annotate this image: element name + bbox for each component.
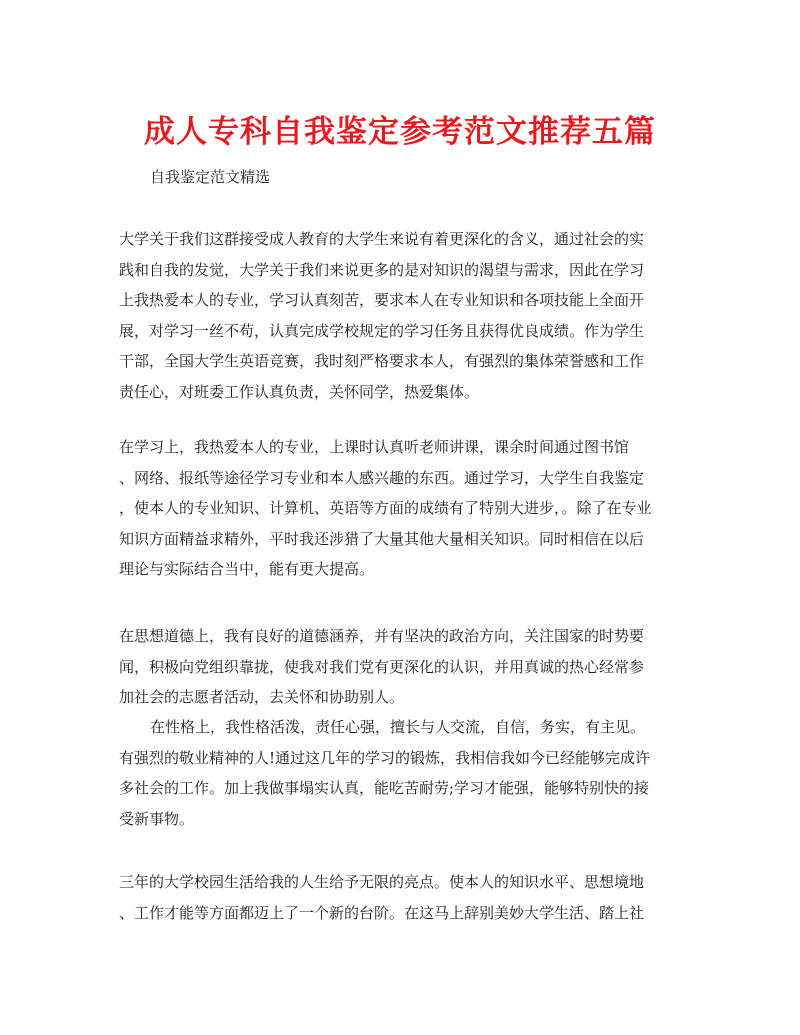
document-subtitle: 自我鉴定范文精选 <box>150 168 271 186</box>
paragraph-line: ，使本人的专业知识、计算机、英语等方面的成绩有了特别大进步，。除了在专业 <box>119 499 652 517</box>
paragraph-line: 加社会的志愿者活动，去关怀和协助别人。 <box>119 688 405 706</box>
paragraph-line: 有强烈的敬业精神的人!通过这几年的学习的锻炼，我相信我如今已经能够完成许 <box>119 748 651 767</box>
paragraph-line: 大学关于我们这群接受成人教育的大学生来说有着更深化的含义，通过社会的实 <box>119 230 645 248</box>
paragraph-line: 在学习上，我热爱本人的专业，上课时认真听老师讲课，课余时间通过图书馆 <box>119 438 630 456</box>
paragraph-line: 、网络、报纸等途径学习专业和本人感兴趣的东西。通过学习，大学生自我鉴定 <box>119 468 645 487</box>
paragraph-line: 干部，全国大学生英语竞赛，我时刻严格要求本人，有强烈的集体荣誉感和工作 <box>119 352 645 370</box>
paragraph-line: 展，对学习一丝不苟，认真完成学校规定的学习任务且获得优良成绩。作为学生 <box>119 321 645 340</box>
paragraph-line: 、工作才能等方面都迈上了一个新的台阶。在这马上辞别美妙大学生活、踏上社 <box>119 903 645 922</box>
paragraph-line: 多社会的工作。加上我做事塌实认真，能吃苦耐劳;学习才能强，能够特别快的接 <box>119 779 650 797</box>
document-title: 成人专科自我鉴定参考范文推荐五篇 <box>144 114 656 150</box>
paragraph-line: 在性格上，我性格活泼，责任心强，擅长与人交流，自信，务实，有主见。 <box>150 718 646 736</box>
paragraph-line: 在思想道德上，我有良好的道德涵养，并有坚决的政治方向，关注国家的时势要 <box>119 627 645 645</box>
paragraph-line: 知识方面精益求精外，平时我还涉猎了大量其他大量相关知识。同时相信在以后 <box>119 529 645 548</box>
paragraph-line: 受新事物。 <box>119 809 195 828</box>
paragraph-line: 三年的大学校园生活给我的人生给予无限的亮点。使本人的知识水平、思想境地 <box>119 873 645 891</box>
paragraph-5 <box>119 867 679 928</box>
paragraph-line: 理论与实际结合当中，能有更大提高。 <box>119 560 375 578</box>
paragraph-3 <box>119 621 679 713</box>
paragraph-line: 闻，积极向党组织靠拢，使我对我们党有更深化的认识，并用真诚的热心经常参 <box>119 657 645 676</box>
paragraph-4 <box>119 712 679 834</box>
paragraph-line: 责任心，对班委工作认真负责，关怀同学，热爱集体。 <box>119 382 480 401</box>
paragraph-2 <box>119 432 679 585</box>
paragraph-1 <box>119 224 679 407</box>
paragraph-line: 践和自我的发觉，大学关于我们来说更多的是对知识的渴望与需求，因此在学习 <box>119 260 645 279</box>
paragraph-line: 上我热爱本人的专业，学习认真刻苦，要求本人在专业知识和各项技能上全面开 <box>119 291 645 309</box>
